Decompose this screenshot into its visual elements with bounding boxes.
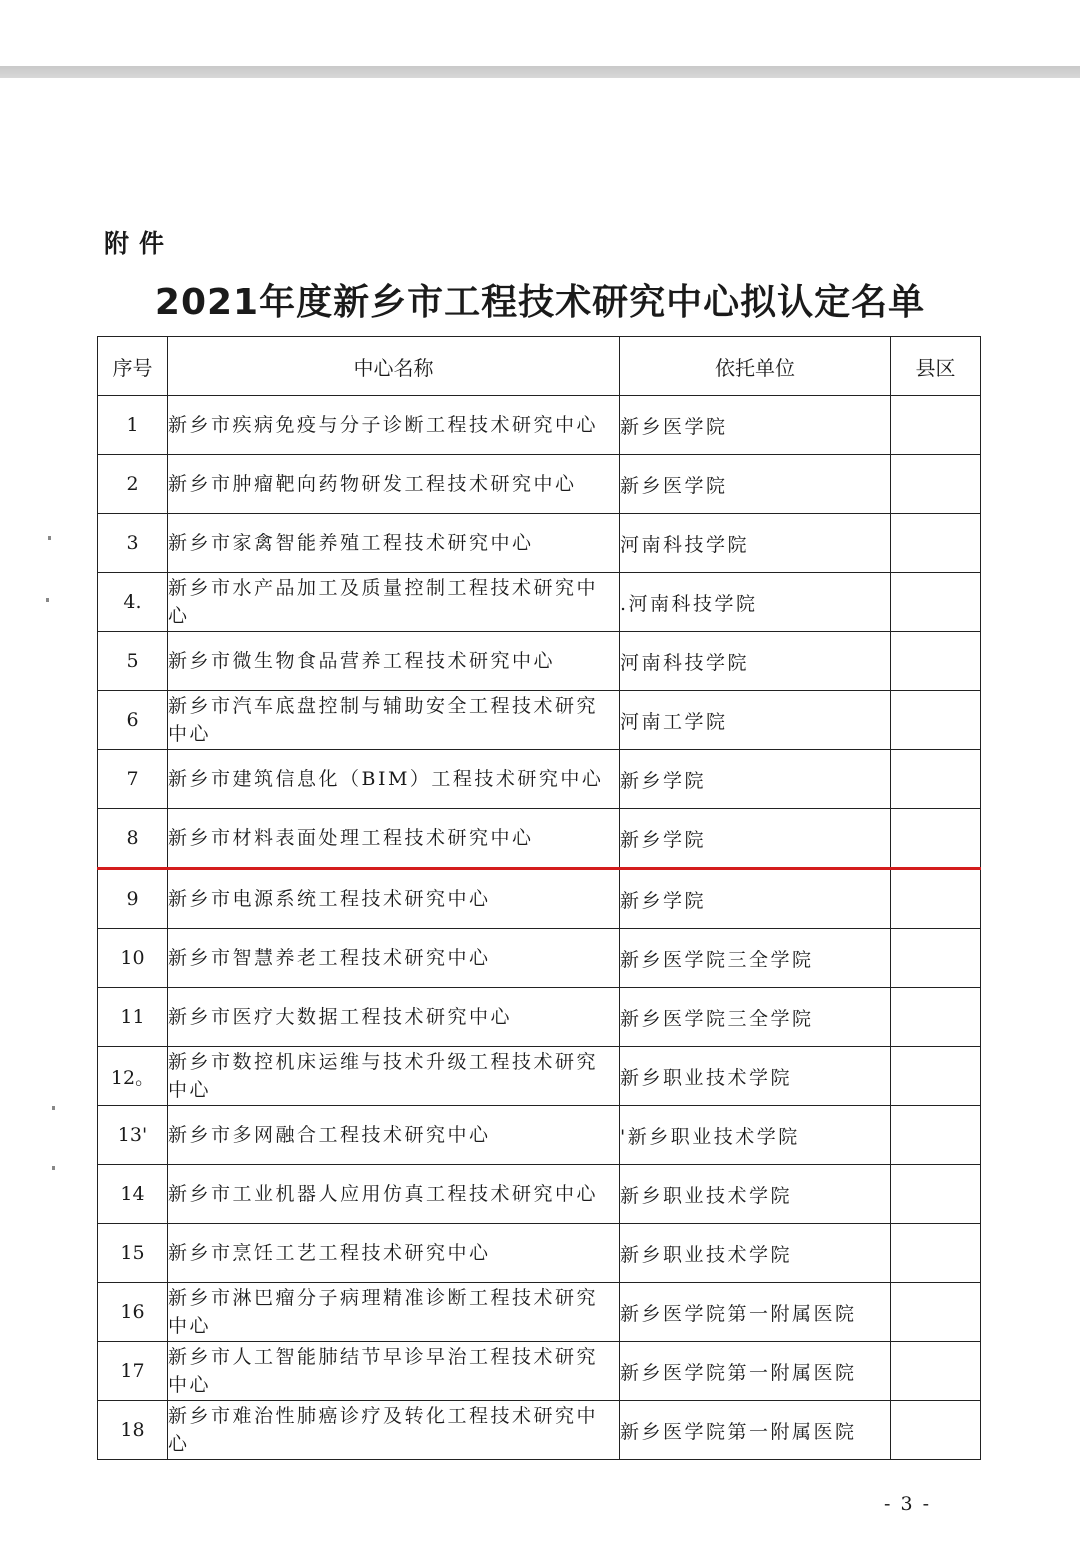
row-county xyxy=(891,1342,981,1401)
row-host-unit: 河南科技学院 xyxy=(620,514,891,573)
row-center-name: 新乡市数控机床运维与技术升级工程技术研究中心 xyxy=(168,1047,620,1106)
row-county xyxy=(891,514,981,573)
row-county xyxy=(891,988,981,1047)
row-host-unit: 新乡职业技术学院 xyxy=(620,1165,891,1224)
row-center-name: 新乡市智慧养老工程技术研究中心 xyxy=(168,929,620,988)
column-header-center-name: 中心名称 xyxy=(168,337,620,396)
row-host-unit: '新乡职业技术学院 xyxy=(620,1106,891,1165)
row-county xyxy=(891,1224,981,1283)
row-host-unit: 新乡职业技术学院 xyxy=(620,1047,891,1106)
row-center-name: 新乡市水产品加工及质量控制工程技术研究中心 xyxy=(168,573,620,632)
row-county xyxy=(891,632,981,691)
table-row xyxy=(98,691,981,750)
scan-speck xyxy=(46,598,49,602)
table-row xyxy=(98,1047,981,1106)
row-county xyxy=(891,809,981,869)
table-row xyxy=(98,1224,981,1283)
row-county xyxy=(891,869,981,929)
row-number: 1 xyxy=(98,396,168,455)
row-number: 12。 xyxy=(98,1047,168,1106)
table-row xyxy=(98,929,981,988)
row-number: 10 xyxy=(98,929,168,988)
row-number: 7 xyxy=(98,750,168,809)
row-county xyxy=(891,750,981,809)
column-header-county: 县区 xyxy=(891,337,981,396)
table-header-row xyxy=(98,337,981,396)
row-center-name: 新乡市疾病免疫与分子诊断工程技术研究中心 xyxy=(168,396,620,455)
row-number: 11 xyxy=(98,988,168,1047)
row-center-name: 新乡市电源系统工程技术研究中心 xyxy=(168,869,620,929)
row-number: 2 xyxy=(98,455,168,514)
row-number: 5 xyxy=(98,632,168,691)
row-number: 4. xyxy=(98,573,168,632)
row-host-unit: 新乡医学院三全学院 xyxy=(620,988,891,1047)
row-county xyxy=(891,1165,981,1224)
table-row xyxy=(98,988,981,1047)
row-center-name: 新乡市烹饪工艺工程技术研究中心 xyxy=(168,1224,620,1283)
row-number: 15 xyxy=(98,1224,168,1283)
row-host-unit: 新乡医学院 xyxy=(620,396,891,455)
row-county xyxy=(891,1047,981,1106)
table-row xyxy=(98,573,981,632)
scan-speck xyxy=(48,536,51,540)
row-center-name: 新乡市肿瘤靶向药物研发工程技术研究中心 xyxy=(168,455,620,514)
row-county xyxy=(891,1401,981,1460)
row-county xyxy=(891,396,981,455)
row-host-unit: 新乡医学院三全学院 xyxy=(620,929,891,988)
scan-edge xyxy=(0,66,1080,78)
table-row xyxy=(98,1106,981,1165)
table-row xyxy=(98,750,981,809)
row-host-unit: 新乡医学院第一附属医院 xyxy=(620,1283,891,1342)
row-county xyxy=(891,573,981,632)
scan-speck xyxy=(52,1106,55,1110)
table-row xyxy=(98,455,981,514)
table-row xyxy=(98,869,981,929)
row-host-unit: 新乡学院 xyxy=(620,750,891,809)
row-host-unit: 新乡医学院 xyxy=(620,455,891,514)
row-host-unit: 新乡医学院第一附属医院 xyxy=(620,1401,891,1460)
row-number: 16 xyxy=(98,1283,168,1342)
row-center-name: 新乡市建筑信息化（BIM）工程技术研究中心 xyxy=(168,750,620,809)
row-number: 18 xyxy=(98,1401,168,1460)
candidate-table xyxy=(97,336,981,1460)
row-center-name: 新乡市医疗大数据工程技术研究中心 xyxy=(168,988,620,1047)
row-county xyxy=(891,929,981,988)
row-center-name: 新乡市家禽智能养殖工程技术研究中心 xyxy=(168,514,620,573)
row-county xyxy=(891,1106,981,1165)
row-number: 6 xyxy=(98,691,168,750)
row-host-unit: 新乡学院 xyxy=(620,869,891,929)
table-row xyxy=(98,1165,981,1224)
table-row xyxy=(98,1342,981,1401)
table-row xyxy=(98,1283,981,1342)
table-row xyxy=(98,809,981,869)
row-host-unit: 新乡医学院第一附属医院 xyxy=(620,1342,891,1401)
row-host-unit: 河南科技学院 xyxy=(620,632,891,691)
row-number: 17 xyxy=(98,1342,168,1401)
page-number: - 3 - xyxy=(884,1493,932,1515)
row-center-name: 新乡市材料表面处理工程技术研究中心 xyxy=(168,809,620,869)
row-host-unit: 新乡职业技术学院 xyxy=(620,1224,891,1283)
row-center-name: 新乡市淋巴瘤分子病理精准诊断工程技术研究中心 xyxy=(168,1283,620,1342)
row-center-name: 新乡市多网融合工程技术研究中心 xyxy=(168,1106,620,1165)
scan-speck xyxy=(52,1166,55,1170)
row-host-unit: .河南科技学院 xyxy=(620,573,891,632)
row-county xyxy=(891,1283,981,1342)
row-number: 13' xyxy=(98,1106,168,1165)
attachment-label: 附件 xyxy=(104,229,175,258)
table-row xyxy=(98,396,981,455)
row-host-unit: 河南工学院 xyxy=(620,691,891,750)
row-center-name: 新乡市微生物食品营养工程技术研究中心 xyxy=(168,632,620,691)
row-number: 8 xyxy=(98,809,168,869)
row-county xyxy=(891,455,981,514)
table-row xyxy=(98,632,981,691)
row-center-name: 新乡市汽车底盘控制与辅助安全工程技术研究中心 xyxy=(168,691,620,750)
table-row xyxy=(98,1401,981,1460)
document-title: 2021年度新乡市工程技术研究中心拟认定名单 xyxy=(154,282,926,323)
row-center-name: 新乡市难治性肺癌诊疗及转化工程技术研究中心 xyxy=(168,1401,620,1460)
document-page xyxy=(0,78,1080,1543)
row-number: 3 xyxy=(98,514,168,573)
row-center-name: 新乡市工业机器人应用仿真工程技术研究中心 xyxy=(168,1165,620,1224)
column-header-host-unit: 依托单位 xyxy=(620,337,891,396)
table-row xyxy=(98,514,981,573)
row-number: 14 xyxy=(98,1165,168,1224)
row-host-unit: 新乡学院 xyxy=(620,809,891,869)
column-header-number: 序号 xyxy=(98,337,168,396)
row-county xyxy=(891,691,981,750)
row-center-name: 新乡市人工智能肺结节早诊早治工程技术研究中心 xyxy=(168,1342,620,1401)
row-number: 9 xyxy=(98,869,168,929)
